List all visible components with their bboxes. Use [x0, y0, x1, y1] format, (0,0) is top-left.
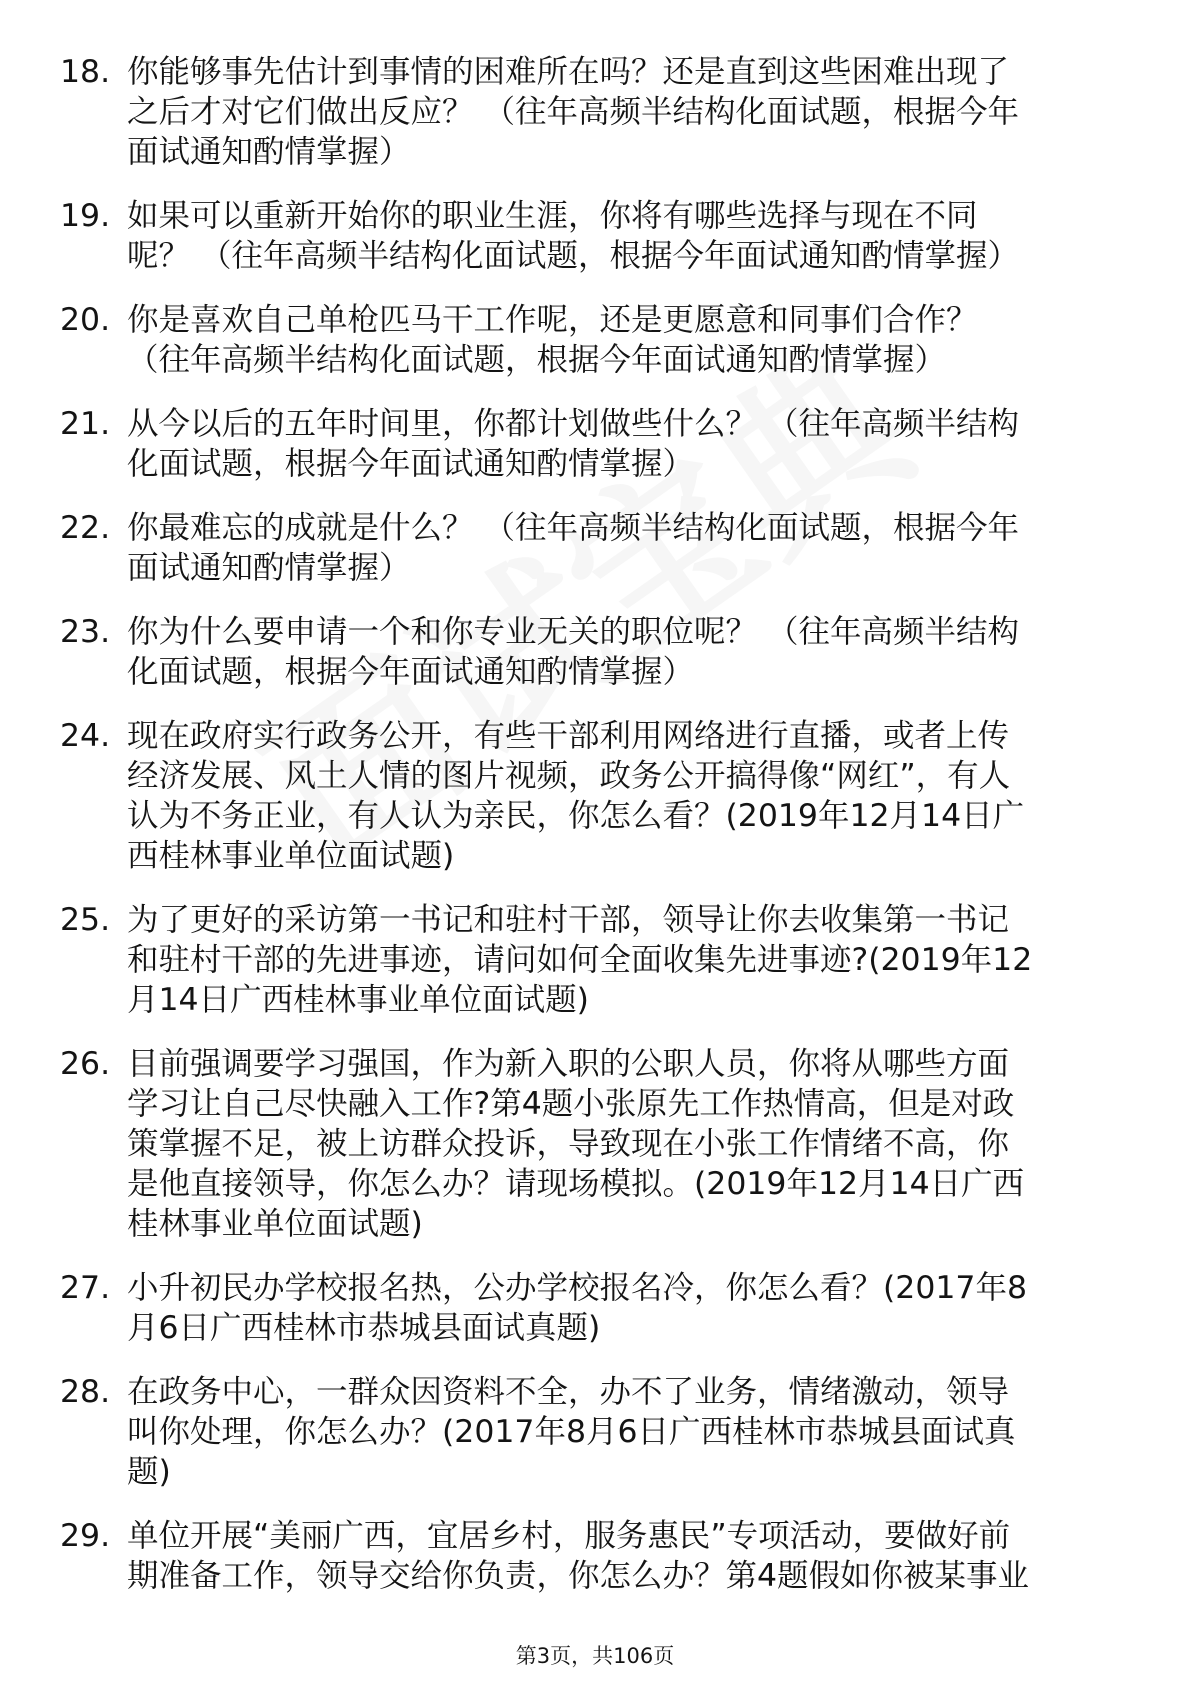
question-number: 23.	[60, 614, 111, 650]
page-footer: 第3页，共106页	[515, 1644, 675, 1668]
question-text: 目前强调要学习强国，作为新入职的公职人员，你将从哪些方面 学习让自己尽快融入工作?第4题小张原先工作热情高，但是对政 策掌握不足，被上访群众投诉，导致现在小张工作情绪不高，你 是他直接领导，你怎么办？请现场模拟。(2019年12月14日广西 桂林事业单位面试题)	[127, 1046, 1025, 1242]
question-number: 27.	[60, 1270, 111, 1306]
question-number: 18.	[60, 54, 111, 90]
question-text: 如果可以重新开始你的职业生涯，你将有哪些选择与现在不同 呢？ （往年高频半结构化面试题，根据今年面试通知酌情掌握）	[127, 198, 1020, 274]
question-text: 为了更好的采访第一书记和驻村干部，领导让你去收集第一书记 和驻村干部的先进事迹，请问如何全面收集先进事迹?(2019年12 月14日广西桂林事业单位面试题)	[127, 902, 1033, 1018]
list-item	[60, 612, 1120, 692]
list-item	[60, 1372, 1120, 1492]
question-number: 19.	[60, 198, 111, 234]
list-item	[60, 196, 1120, 276]
question-list	[60, 52, 1120, 1620]
question-text: 你为什么要申请一个和你专业无关的职位呢？ （往年高频半结构 化面试题，根据今年面试通知酌情掌握）	[127, 614, 1020, 690]
question-number: 26.	[60, 1046, 111, 1082]
list-item	[60, 1516, 1120, 1596]
list-item	[60, 300, 1120, 380]
list-item	[60, 1044, 1120, 1244]
question-number: 29.	[60, 1518, 111, 1554]
question-number: 22.	[60, 510, 111, 546]
list-item	[60, 900, 1120, 1020]
list-item	[60, 404, 1120, 484]
question-text: 在政务中心，一群众因资料不全，办不了业务，情绪激动，领导 叫你处理，你怎么办？(2017年8月6日广西桂林市恭城县面试真 题)	[127, 1374, 1016, 1490]
list-item	[60, 508, 1120, 588]
question-text: 现在政府实行政务公开，有些干部利用网络进行直播，或者上传 经济发展、风土人情的图片视频，政务公开搞得像“网红”，有人 认为不务正业，有人认为亲民，你怎么看？(2019年12月14日广 西桂林事业单位面试题)	[127, 718, 1025, 874]
question-text: 小升初民办学校报名热，公办学校报名冷，你怎么看？(2017年8 月6日广西桂林市恭城县面试真题)	[127, 1270, 1027, 1346]
question-text: 你是喜欢自己单枪匹马干工作呢，还是更愿意和同事们合作？ （往年高频半结构化面试题，根据今年面试通知酌情掌握）	[127, 302, 978, 378]
question-text: 从今以后的五年时间里，你都计划做些什么？ （往年高频半结构 化面试题，根据今年面试通知酌情掌握）	[127, 406, 1020, 482]
question-text: 单位开展“美丽广西，宜居乡村，服务惠民”专项活动，要做好前 期准备工作，领导交给你负责，你怎么办？第4题假如你被某事业	[127, 1518, 1030, 1594]
question-number: 25.	[60, 902, 111, 938]
question-number: 21.	[60, 406, 111, 442]
question-text: 你能够事先估计到事情的困难所在吗？还是直到这些困难出现了 之后才对它们做出反应？ （往年高频半结构化面试题，根据今年 面试通知酌情掌握）	[127, 54, 1020, 170]
list-item	[60, 716, 1120, 876]
list-item	[60, 1268, 1120, 1348]
question-number: 20.	[60, 302, 111, 338]
question-number: 24.	[60, 718, 111, 754]
list-item	[60, 52, 1120, 172]
question-number: 28.	[60, 1374, 111, 1410]
question-text: 你最难忘的成就是什么？ （往年高频半结构化面试题，根据今年 面试通知酌情掌握）	[127, 510, 1020, 586]
